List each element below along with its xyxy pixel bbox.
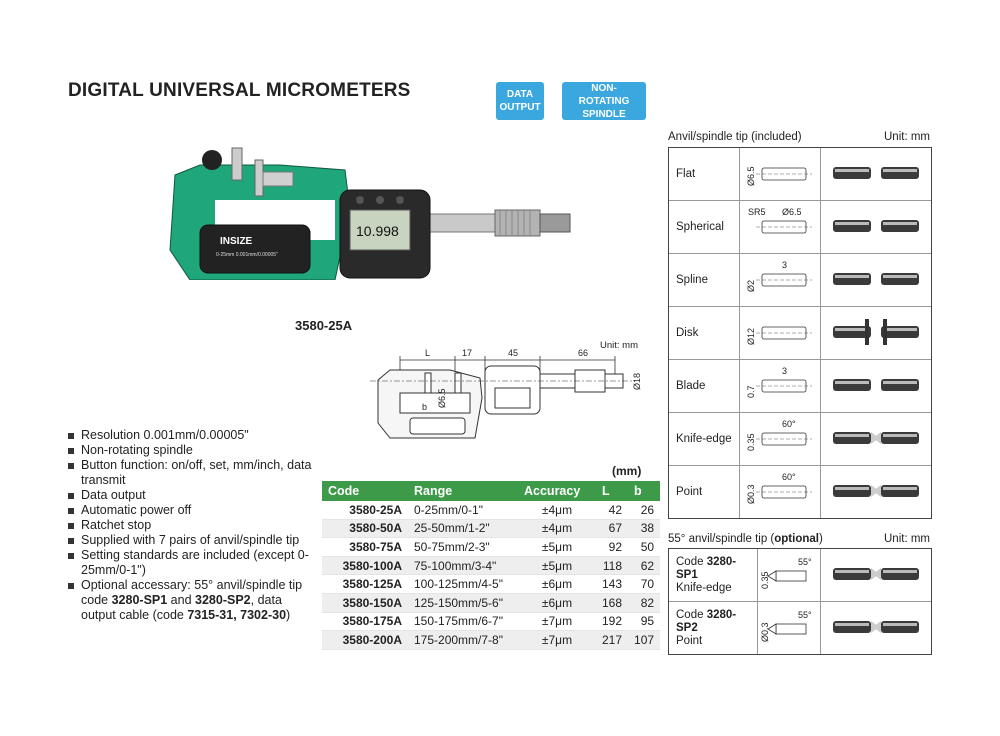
tip-row-disk <box>669 307 931 360</box>
optional-tip-code-prefix: Code <box>676 555 707 568</box>
tip-drawing-blade <box>740 360 820 412</box>
cell-b: 26 <box>628 501 660 519</box>
opt-text-pre: Optional accessary: 55° anvil/spindle tip code <box>81 578 303 607</box>
included-tips-table <box>668 147 932 519</box>
tip-dim-label: 0.35 <box>760 571 770 589</box>
spec-table <box>322 481 660 650</box>
tip-name: Spline <box>669 254 740 306</box>
cell-accuracy: ±5μm <box>518 556 596 575</box>
optional-tip-drawing <box>758 549 820 601</box>
page-title: DIGITAL UNIVERSAL MICROMETERS <box>68 80 411 101</box>
cell-L: 42 <box>596 501 628 519</box>
dim-17: 17 <box>462 348 473 358</box>
table-unit: (mm) <box>612 464 642 478</box>
tip-row-blade <box>669 360 931 413</box>
dim-d65: Ø6.5 <box>437 388 447 408</box>
tip-dim-label: 3 <box>782 260 788 270</box>
cell-accuracy: ±6μm <box>518 593 596 612</box>
tip-drawing-cell <box>740 307 821 359</box>
dim-66: 66 <box>578 348 589 358</box>
cell-b: 38 <box>628 519 660 538</box>
cell-b: 62 <box>628 556 660 575</box>
badge-non-rotating-label: NON-ROTATING SPINDLE <box>578 82 630 120</box>
optional-tip-code: 3280-SP1 <box>676 555 737 581</box>
tip-drawing-cell <box>740 413 821 465</box>
optional-tip-drawing <box>758 602 820 654</box>
optional-tip-type: Knife-edge <box>676 581 732 594</box>
opt-text-mid: , data output cable (code <box>81 593 282 622</box>
optional-tip-row <box>669 549 931 602</box>
tip-dim-label: Ø2 <box>746 279 756 292</box>
optional-tips-header <box>668 533 823 545</box>
opt-text-and: and <box>167 593 196 607</box>
col-L: L <box>596 481 628 501</box>
cell-L: 143 <box>596 575 628 594</box>
tip-dim-label: 3 <box>782 366 788 376</box>
tip-drawing-cell <box>740 201 821 253</box>
dim-d18: Ø18 <box>632 372 642 390</box>
tip-row-spline <box>669 254 931 307</box>
tip-photo-spherical <box>821 201 931 251</box>
cell-L: 168 <box>596 593 628 612</box>
cell-range: 0-25mm/0-1" <box>408 501 518 519</box>
optional-tip-code-line <box>676 609 757 635</box>
feature-item: Ratchet stop <box>68 518 318 533</box>
tip-photo-flat <box>821 148 931 198</box>
brand-logo: INSIZE <box>220 236 253 247</box>
cell-accuracy: ±7μm <box>518 631 596 650</box>
tip-drawing-spline <box>740 254 820 306</box>
tip-drawing-point <box>740 466 820 518</box>
optional-tip-code-line <box>676 556 757 582</box>
cell-range: 150-175mm/6-7" <box>408 612 518 631</box>
optional-tip-name <box>669 602 758 654</box>
tip-photo-spline <box>821 254 931 304</box>
opt-codes: 7315-31, 7302-30 <box>187 608 287 622</box>
tip-photo-point <box>821 466 931 516</box>
tip-drawing-spherical <box>740 201 820 253</box>
cell-L: 217 <box>596 631 628 650</box>
feature-item: Setting standards are included (except 0-25mm/0-1") <box>68 548 318 578</box>
tip-dim-label: 60° <box>782 419 796 429</box>
feature-item: Data output <box>68 488 318 503</box>
feature-item: Automatic power off <box>68 503 318 518</box>
table-row <box>322 575 660 594</box>
tip-dim-label: 55° <box>798 557 812 567</box>
tip-dim-label: 0.7 <box>746 385 756 398</box>
badge-data-output-label: DATA OUTPUT <box>499 89 541 113</box>
cell-b: 70 <box>628 575 660 594</box>
tip-photo-cell <box>821 413 931 465</box>
tip-photo-blade <box>821 360 931 410</box>
optional-tip-photo-cell <box>821 602 931 654</box>
col-b: b <box>628 481 660 501</box>
table-row <box>322 538 660 557</box>
cell-code: 3580-50A <box>322 519 408 538</box>
cell-code: 3580-175A <box>322 612 408 631</box>
tip-photo-knife <box>821 549 931 599</box>
cell-code: 3580-100A <box>322 556 408 575</box>
tip-photo-knife <box>821 413 931 463</box>
tip-photo-cell <box>821 360 931 412</box>
feature-item-optional <box>68 578 318 623</box>
optional-tip-type: Point <box>676 634 703 647</box>
tip-photo-cell <box>821 307 931 359</box>
cell-accuracy: ±4μm <box>518 501 596 519</box>
cell-L: 118 <box>596 556 628 575</box>
tip-dim-label: Ø6.5 <box>746 166 756 186</box>
tip-drawing-flat <box>740 148 820 200</box>
tip-dim-label: 60° <box>782 472 796 482</box>
tip-row-knife <box>669 413 931 466</box>
table-row <box>322 556 660 575</box>
optional-tips-table <box>668 548 932 655</box>
col-accuracy: Accuracy <box>518 481 596 501</box>
opt-hdr-post: ) <box>818 533 823 545</box>
cell-range: 125-150mm/5-6" <box>408 593 518 612</box>
tip-drawing-disk <box>740 307 820 359</box>
cell-L: 192 <box>596 612 628 631</box>
cell-range: 25-50mm/1-2" <box>408 519 518 538</box>
tip-dim-label: Ø0.3 <box>760 622 770 642</box>
table-row <box>322 519 660 538</box>
cell-b: 50 <box>628 538 660 557</box>
optional-tip-row <box>669 602 931 654</box>
cell-code: 3580-75A <box>322 538 408 557</box>
tip-drawing-knife <box>740 413 820 465</box>
optional-tip-name <box>669 549 758 601</box>
optional-tip-code: 3280-SP2 <box>676 608 737 634</box>
tip-row-flat <box>669 148 931 201</box>
tip-name: Disk <box>669 307 740 359</box>
range-label: 0-25mm 0.001mm/0.00005" <box>216 252 278 258</box>
cell-L: 92 <box>596 538 628 557</box>
cell-range: 75-100mm/3-4" <box>408 556 518 575</box>
dim-L: L <box>425 348 431 358</box>
tip-row-point <box>669 466 931 518</box>
tip-dim-label: 0.35 <box>746 433 756 451</box>
cell-b: 107 <box>628 631 660 650</box>
tip-photo-point <box>821 602 931 652</box>
tip-row-spherical <box>669 201 931 254</box>
lcd-reading: 10.998 <box>356 223 399 239</box>
table-row <box>322 593 660 612</box>
cell-range: 175-200mm/7-8" <box>408 631 518 650</box>
cell-accuracy: ±5μm <box>518 538 596 557</box>
table-row <box>322 631 660 650</box>
micrometer-photo <box>160 130 580 280</box>
tip-name: Knife-edge <box>669 413 740 465</box>
cell-code: 3580-125A <box>322 575 408 594</box>
tip-photo-cell <box>821 466 931 518</box>
tip-photo-cell <box>821 254 931 306</box>
tip-dim-label: Ø12 <box>746 327 756 345</box>
cell-code: 3580-150A <box>322 593 408 612</box>
tip-drawing-cell <box>740 466 821 518</box>
tip-name: Point <box>669 466 740 518</box>
cell-range: 50-75mm/2-3" <box>408 538 518 557</box>
feature-item: Button function: on/off, set, mm/inch, data transmit <box>68 458 318 488</box>
cell-range: 100-125mm/4-5" <box>408 575 518 594</box>
optional-tip-photo-cell <box>821 549 931 601</box>
tips-header: Anvil/spindle tip (included) <box>668 131 802 143</box>
tip-photo-cell <box>821 201 931 253</box>
dims-unit: Unit: mm <box>600 340 638 351</box>
tip-drawing-cell <box>740 254 821 306</box>
cell-accuracy: ±6μm <box>518 575 596 594</box>
dim-b: b <box>422 402 428 412</box>
optional-tip-drawing-cell <box>758 549 821 601</box>
tip-name: Blade <box>669 360 740 412</box>
cell-accuracy: ±7μm <box>518 612 596 631</box>
model-label: 3580-25A <box>295 318 353 333</box>
feature-item: Non-rotating spindle <box>68 443 318 458</box>
cell-code: 3580-200A <box>322 631 408 650</box>
cell-b: 82 <box>628 593 660 612</box>
cell-L: 67 <box>596 519 628 538</box>
table-row <box>322 501 660 519</box>
opt-text-end: ) <box>286 608 291 622</box>
tip-dim-label: Ø6.5 <box>782 207 802 217</box>
cell-accuracy: ±4μm <box>518 519 596 538</box>
optional-tip-code-prefix: Code <box>676 608 707 621</box>
tip-drawing-cell <box>740 148 821 200</box>
tip-name: Flat <box>669 148 740 200</box>
col-range: Range <box>408 481 518 501</box>
tip-name: Spherical <box>669 201 740 253</box>
feature-item: Resolution 0.001mm/0.00005" <box>68 428 318 443</box>
badge-data-output <box>496 82 544 120</box>
cell-code: 3580-25A <box>322 501 408 519</box>
optional-tips-unit: Unit: mm <box>884 533 930 545</box>
tip-drawing-cell <box>740 360 821 412</box>
tip-photo-disk <box>821 307 931 357</box>
opt-hdr-pre: 55° anvil/spindle tip ( <box>668 533 775 545</box>
table-header-row <box>322 481 660 501</box>
tips-unit: Unit: mm <box>884 131 930 143</box>
feature-list <box>68 428 318 623</box>
tip-dim-label: Ø0.3 <box>746 484 756 504</box>
tip-photo-cell <box>821 148 931 200</box>
optional-tip-drawing-cell <box>758 602 821 654</box>
tip-dim-label: 55° <box>798 610 812 620</box>
opt-code1: 3280-SP1 <box>111 593 168 607</box>
cell-b: 95 <box>628 612 660 631</box>
badge-non-rotating-spindle <box>562 82 646 120</box>
opt-hdr-bold: optional <box>774 533 819 545</box>
opt-code2: 3280-SP2 <box>195 593 251 607</box>
dimension-drawing <box>370 338 655 443</box>
feature-item: Supplied with 7 pairs of anvil/spindle tip <box>68 533 318 548</box>
dim-45: 45 <box>508 348 519 358</box>
tip-dim-label: SR5 <box>748 207 766 217</box>
col-code: Code <box>322 481 408 501</box>
table-row <box>322 612 660 631</box>
